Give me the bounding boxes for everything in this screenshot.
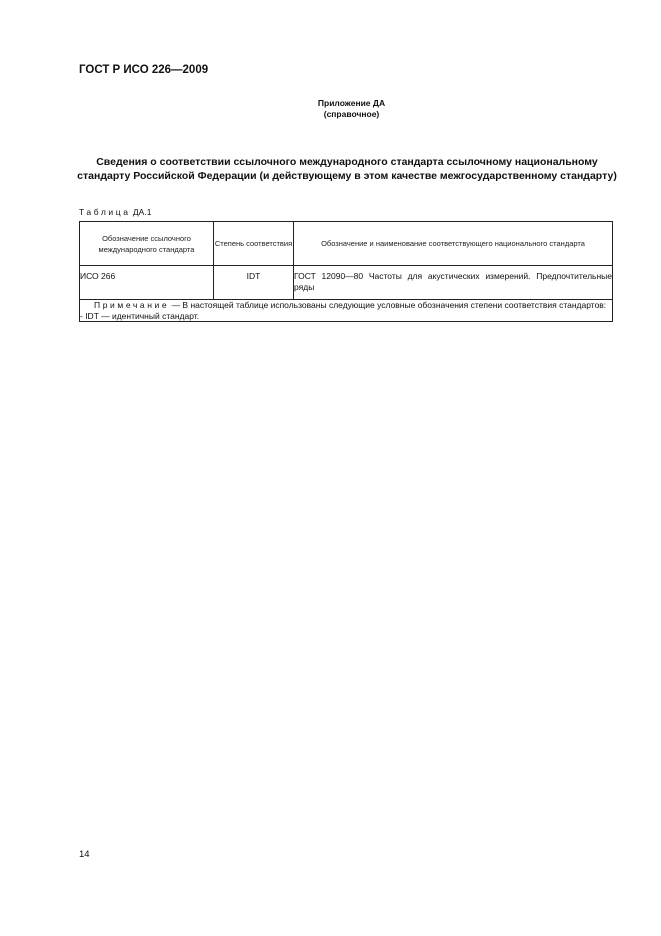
table-label (79, 207, 151, 217)
table-header-row (80, 222, 613, 266)
appendix-title: Приложение ДА (317, 98, 386, 108)
page-number: 14 (79, 849, 90, 860)
cell-reference-standard: ИСО 266 (80, 266, 214, 300)
note-item: - IDT — идентичный стандарт. (80, 310, 200, 321)
header-national-standard: Обозначение и наименование соответствующего национального стандарта (294, 222, 613, 266)
appendix-heading (0, 98, 661, 120)
table-note-row (80, 300, 613, 322)
document-code: ГОСТ Р ИСО 226—2009 (79, 64, 209, 76)
cell-national-standard: ГОСТ 12090—80 Частоты для акустических измерений. Предпочтительные ряды (294, 266, 613, 300)
table-row (80, 266, 613, 300)
table-note (80, 300, 613, 322)
note-text: — В настоящей таблице использованы следующие условные обозначения степени соответствия стандартов: (169, 300, 607, 310)
section-title: Сведения о соответствии ссылочного международного стандарта ссылочному национальному стандарту Российской Федерации (и действующему в этом качестве межгосударственному стандарту) (77, 156, 617, 182)
table-label-word: Таблица (79, 207, 131, 217)
appendix-subtitle: (справочное) (323, 109, 380, 119)
note-label: Примечание (94, 300, 170, 310)
table-label-number: ДА.1 (132, 207, 152, 217)
header-degree: Степень соответствия (214, 222, 294, 266)
correspondence-table (79, 221, 613, 322)
cell-degree: IDT (214, 266, 294, 300)
header-reference-standard: Обозначение ссылочного международного стандарта (80, 222, 214, 266)
